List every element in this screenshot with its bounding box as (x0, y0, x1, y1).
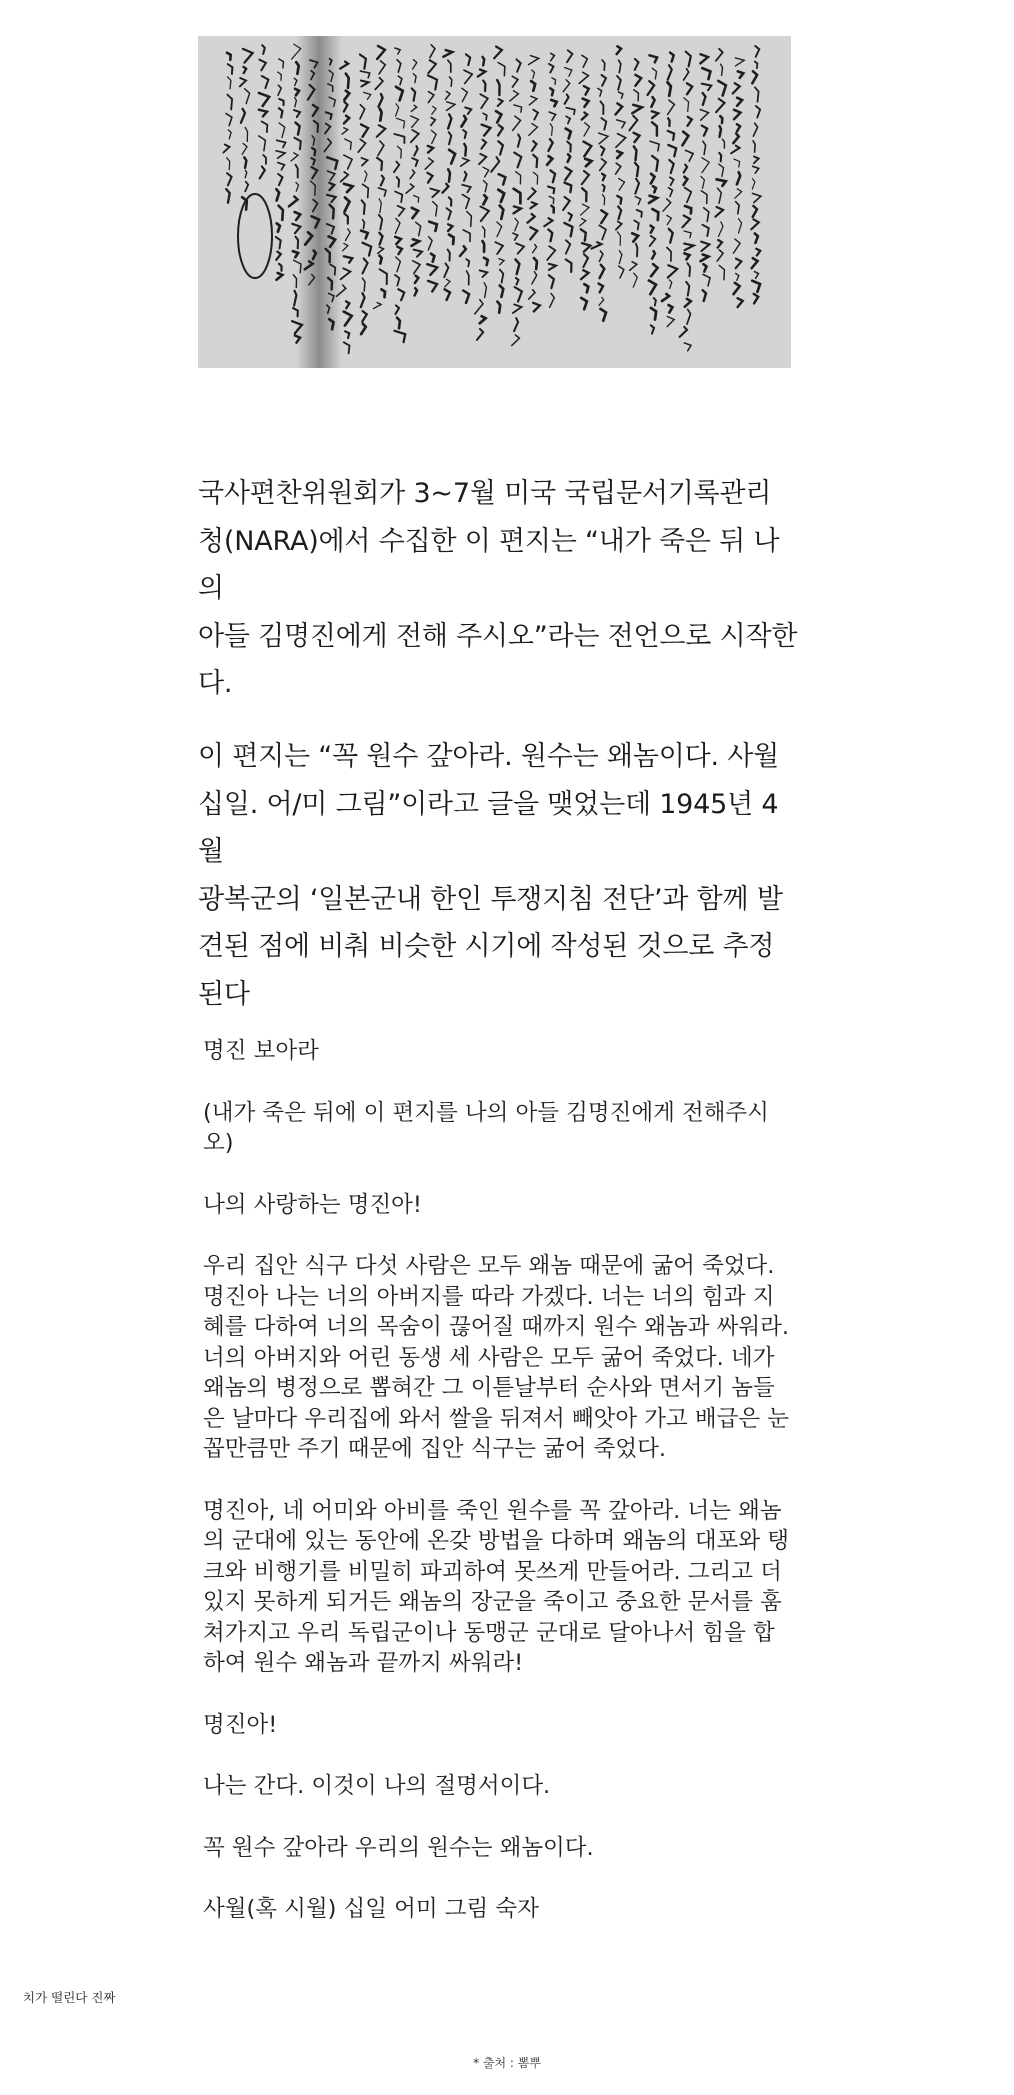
letter-closing: 꼭 원수 갚아라 우리의 원수는 왜놈이다. (203, 1834, 594, 1861)
caption-text: 치가 떨린다 진짜 (23, 1990, 116, 2005)
letter-exclamation: 명진아! (203, 1711, 278, 1738)
letter-body-2: 명진아, 네 어미와 아비를 죽인 원수를 꼭 갚아라. 너는 왜놈 의 군대에 있는 동안에 온갖 방법을 다하며 왜놈의 대포와 탱 크와 비행기를 비밀히 파괴하여 못쓰게 만들어라. 그리고 더 있지 못하게 되거든 왜놈의 장군을 죽이고 중요한 문서를 훔 쳐가지고 우리 독립군이나 동맹군 군대로 달아나서 힘을 합 하여 원수 왜놈과 끝까지 싸워라! (203, 1497, 790, 1676)
letter-farewell: 나는 간다. 이것이 나의 절명서이다. (203, 1773, 551, 1799)
article-paragraph-1: 국사편찬위원회가 3~7월 미국 국립문서기록관리 청(NARA)에서 수집한 이 편지는 “내가 죽은 뒤 나의 아들 김명진에게 전해 주시오”라는 전언으로 시작한 다. (198, 478, 798, 699)
ink-stroke (720, 126, 722, 137)
letter-instruction: (내가 죽은 뒤에 이 편지를 나의 아들 김명진에게 전해주시 오) (203, 1099, 769, 1156)
letter-signature: 사월(혹 시월) 십일 어미 그림 숙자 (203, 1896, 539, 1922)
letter-body-1: 우리 집안 식구 다섯 사람은 모두 왜놈 때문에 굶어 죽었다. 명진아 나는 너의 아버지를 따라 가겠다. 너는 너의 힘과 지 혜를 다하여 너의 목숨이 끊어질 때까지 원수 왜놈과 싸워라. 너의 아버지와 어린 동생 세 사람은 모두 굶어 죽었다. 네가 왜놈의 병정으로 뽑혀간 그 이튿날부터 순사와 면서기 놈들 은 날마다 우리집에 와서 쌀을 뒤져서 빼앗아 가고 배급은 눈 꼽만큼만 주기 때문에 집안 식구는 굶어 죽었다. (203, 1253, 790, 1462)
letter-greeting: 나의 사랑하는 명진아! (203, 1191, 422, 1218)
letter-transcription (203, 1036, 793, 1956)
article-paragraph-2: 이 편지는 “꼭 원수 갚아라. 원수는 왜놈이다. 사월 십일. 어/미 그림”이라고 글을 맺었는데 1945년 4월 광복군의 ‘일본군내 한인 투쟁지침 전단’과 함께 발 견된 점에 비춰 비슷한 시기에 작성된 것으로 추정 된다 (198, 741, 783, 1010)
ink-stroke (380, 109, 382, 121)
handwritten-letter-icon (198, 36, 791, 368)
ink-stroke (483, 57, 485, 65)
source-credit: * 출처 : 뽐뿌 (473, 2056, 541, 2070)
handwritten-letter-image (198, 36, 791, 368)
ink-stroke (448, 169, 450, 181)
letter-salutation: 명진 보아라 (203, 1038, 319, 1064)
